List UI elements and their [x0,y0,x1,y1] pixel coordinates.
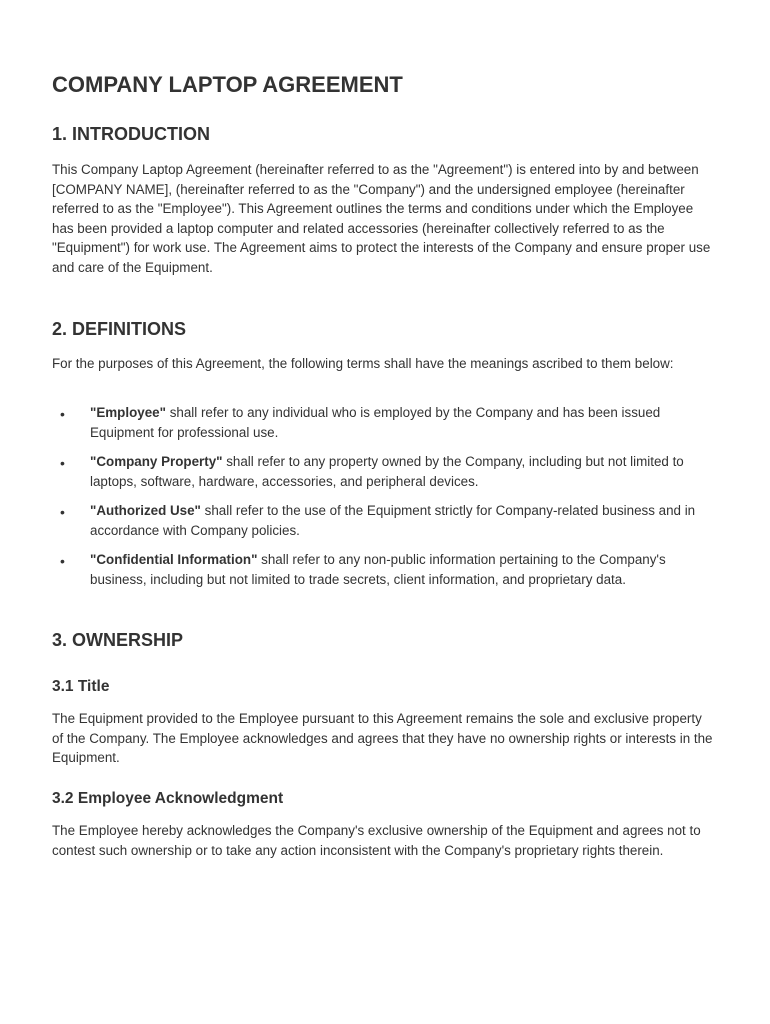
definitions-intro: For the purposes of this Agreement, the following terms shall have the meanings ascribed to them below: [52,356,674,371]
bullet-icon: • [60,406,65,422]
bullet-icon: • [60,504,65,520]
definition-item-authorized-use [52,501,720,540]
definition-text: shall refer to any non-public information pertaining to the Company's business, including but not limited to trade secrets, client information, and proprietary data. [90,552,666,587]
definition-item-confidential-information [52,550,720,589]
definition-item-employee [52,403,720,442]
definition-text: shall refer to any property owned by the Company, including but not limited to laptops, software, hardware, accessories, and peripheral devices. [90,454,684,489]
definition-term: "Employee" [90,405,166,420]
title-body: The Equipment provided to the Employee pursuant to this Agreement remains the sole and exclusive property of the Company. The Employee acknowledges and agrees that they have no ownership rights or interests in the Equipment. [52,711,713,765]
definition-text: shall refer to the use of the Equipment strictly for Company-related business and in accordance with Company policies. [90,503,696,538]
definition-term: "Company Property" [90,454,223,469]
employee-acknowledgment-subheading: 3.2 Employee Acknowledgment [52,790,284,807]
ownership-heading: 3. OWNERSHIP [52,630,184,650]
introduction-heading: 1. INTRODUCTION [52,124,211,144]
title-subheading: 3.1 Title [52,678,110,695]
definition-term: "Confidential Information" [90,552,258,567]
introduction-body: This Company Laptop Agreement (hereinafter referred to as the "Agreement") is entered into by and between [COMPANY NAME], (hereinafter referred to as the "Company") and the undersigned employee (hereinafter referred to as the "Employee"). This Agreement outlines the terms and conditions under which the Employee has been provided a laptop computer and related accessories (hereinafter collectively referred to as the "Equipment") for work use. The Agreement aims to protect the interests of the Company and ensure proper use and care of the Equipment. [52,162,711,275]
definitions-heading: 2. DEFINITIONS [52,319,187,339]
employee-acknowledgment-body: The Employee hereby acknowledges the Company's exclusive ownership of the Equipment and agrees not to contest such ownership or to take any action inconsistent with the Company's proprietary rights therein. [52,823,701,858]
bullet-icon: • [60,455,65,471]
definition-text: shall refer to any individual who is employed by the Company and has been issued Equipment for professional use. [90,405,661,440]
definition-term: "Authorized Use" [90,503,201,518]
bullet-icon: • [60,553,65,569]
document-title: COMPANY LAPTOP AGREEMENT [52,72,403,97]
definition-item-company-property [52,452,720,491]
definitions-list [52,403,720,599]
